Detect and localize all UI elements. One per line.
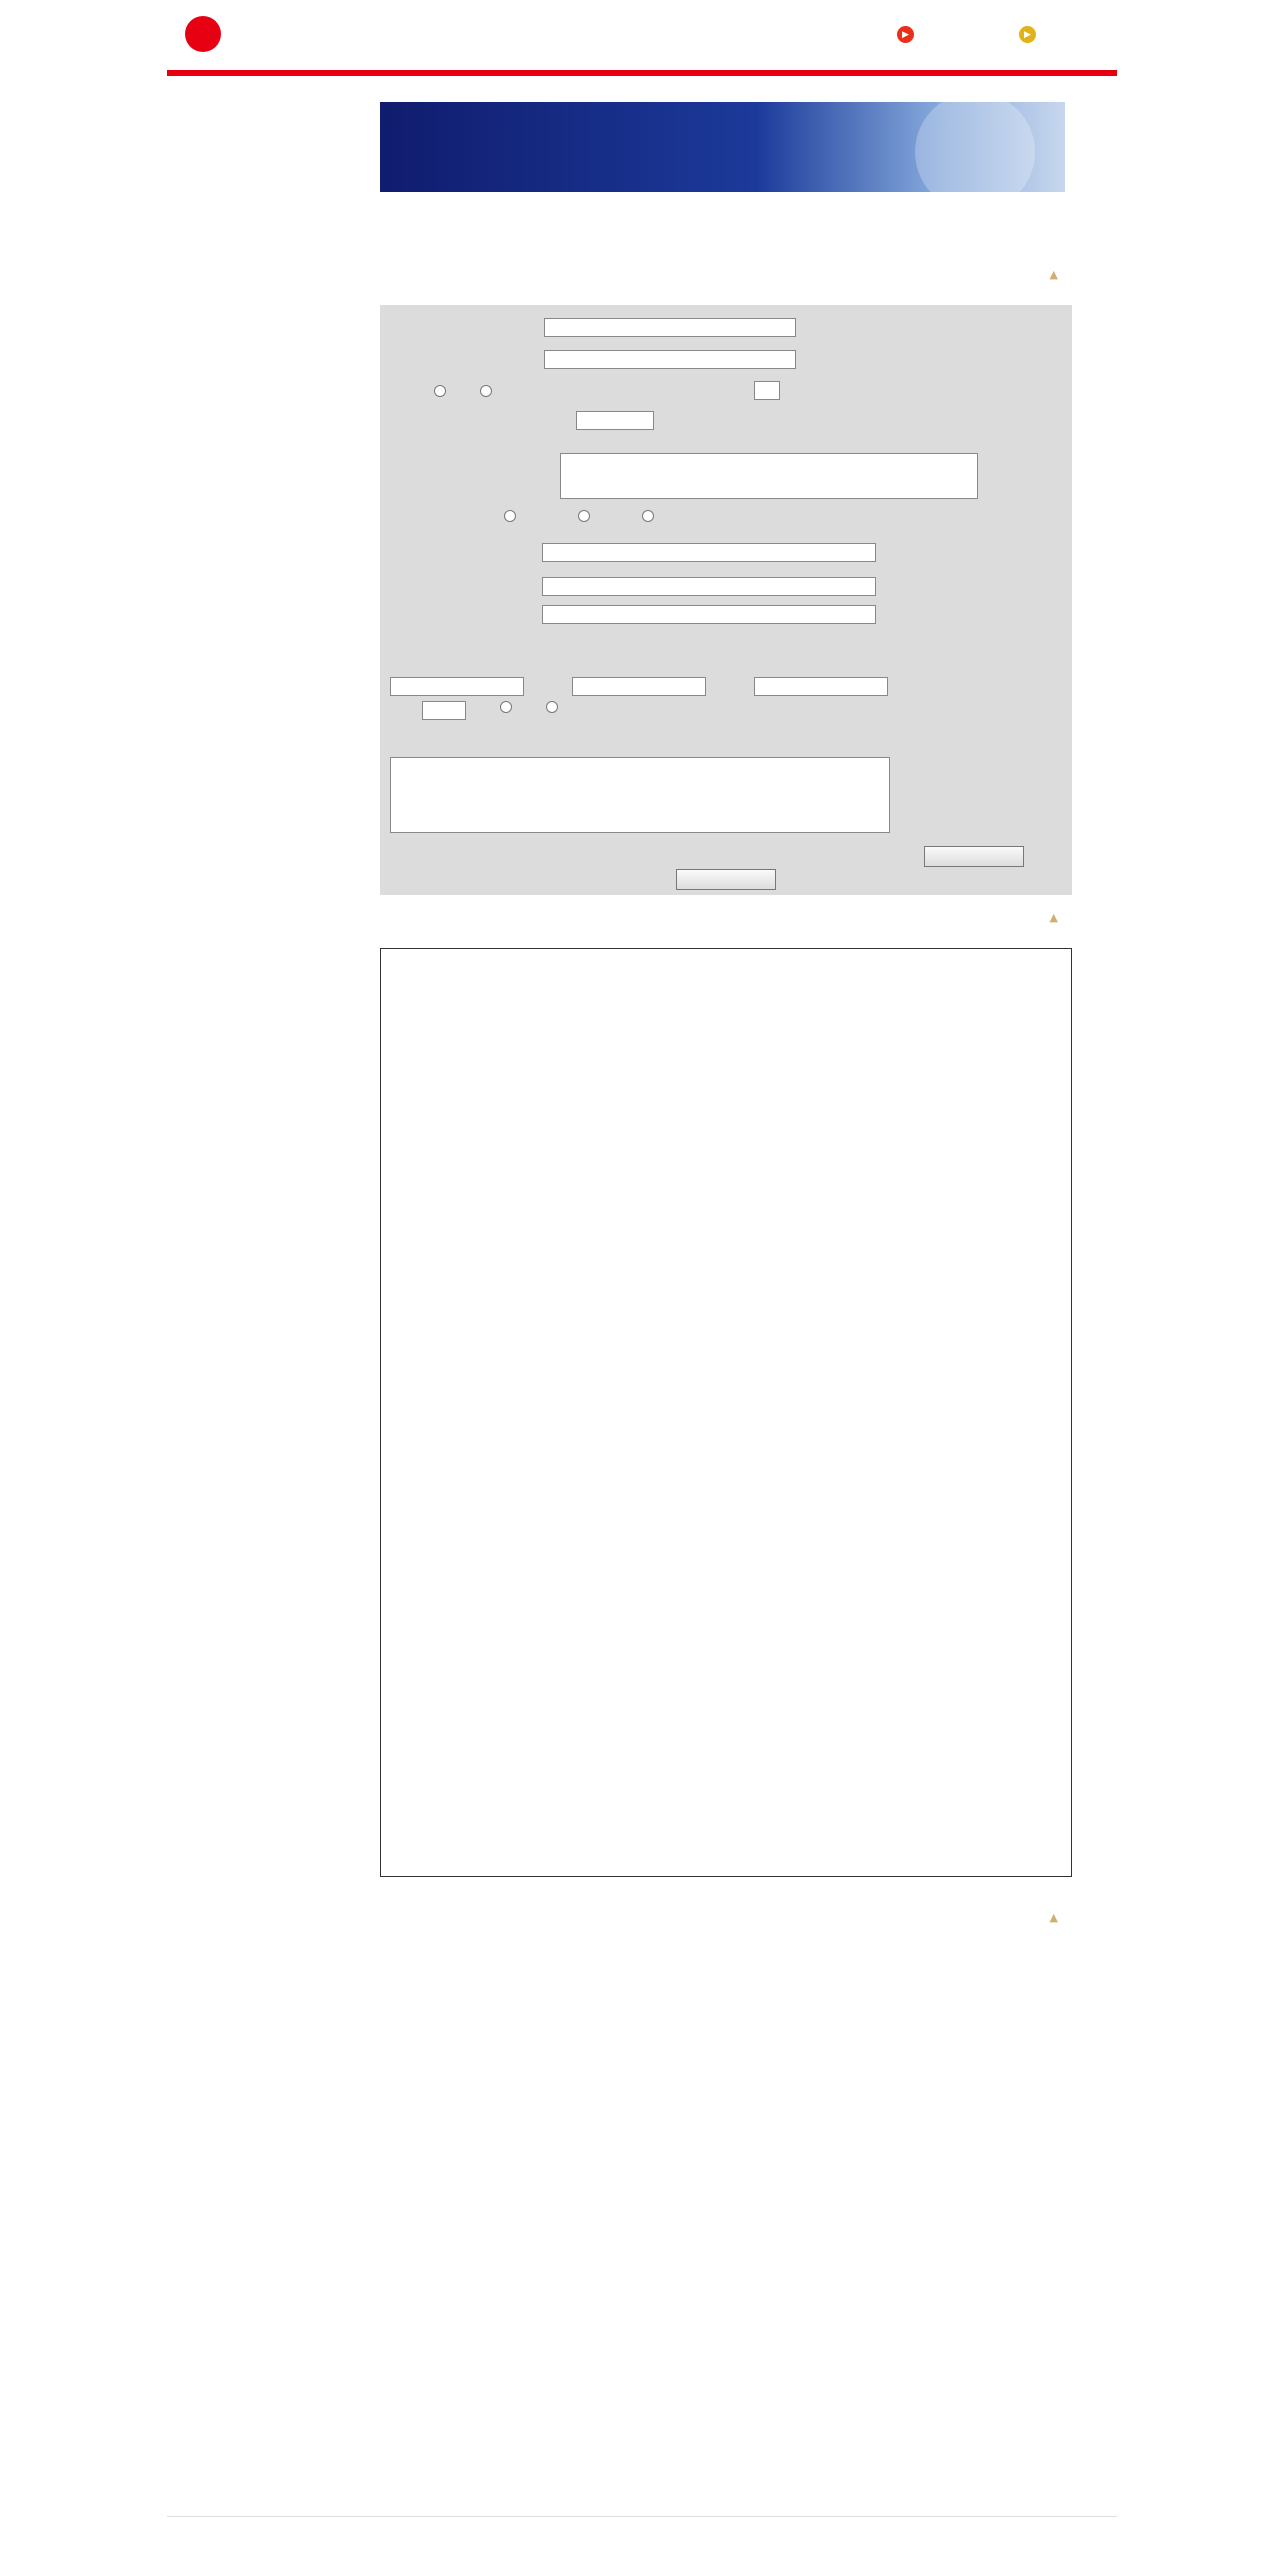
privacy-policy-box: [380, 948, 1072, 1877]
reply-email-radio[interactable]: [504, 508, 518, 524]
radio-icon: [642, 510, 654, 522]
page-top-link[interactable]: [380, 268, 1058, 281]
tel-input[interactable]: [542, 577, 876, 596]
header-divider: [167, 70, 1117, 76]
gender-female-radio[interactable]: [480, 383, 494, 399]
radio-icon: [578, 510, 590, 522]
confirm-button[interactable]: [924, 846, 1024, 867]
clear-button[interactable]: [676, 869, 776, 890]
age-input[interactable]: [754, 381, 780, 400]
fax-input[interactable]: [542, 605, 876, 624]
lang-japanese-link[interactable]: [897, 26, 920, 43]
comment-textarea[interactable]: [390, 757, 890, 833]
radio-icon: [500, 701, 512, 713]
reply-fax-radio[interactable]: [642, 508, 656, 524]
reply-tel-radio[interactable]: [578, 508, 592, 524]
radio-icon: [480, 385, 492, 397]
university-input[interactable]: [390, 677, 524, 696]
main-content: [380, 102, 1072, 1924]
address-textarea[interactable]: [560, 453, 978, 499]
recruit-banner: [380, 102, 1065, 192]
site-header: [167, 0, 1117, 78]
radio-icon: [504, 510, 516, 522]
lang-english-link[interactable]: [1019, 26, 1042, 43]
major-input[interactable]: [754, 677, 888, 696]
radio-icon: [434, 385, 446, 397]
graduation-year-input[interactable]: [422, 701, 466, 720]
graduated-radio[interactable]: [500, 699, 514, 715]
department-input[interactable]: [572, 677, 706, 696]
banner-decoration: [915, 102, 1035, 192]
furigana-input[interactable]: [544, 318, 796, 337]
zip-input[interactable]: [576, 411, 654, 430]
company-logo[interactable]: [185, 16, 229, 52]
graduation-expected-radio[interactable]: [546, 699, 560, 715]
arrow-right-icon: ▶: [897, 26, 914, 43]
gender-male-radio[interactable]: [434, 383, 448, 399]
page-top-link[interactable]: [380, 1911, 1058, 1924]
email-input[interactable]: [542, 543, 876, 562]
radio-icon: [546, 701, 558, 713]
logo-mark-icon: [185, 16, 221, 52]
arrow-right-icon: ▶: [1019, 26, 1036, 43]
application-form: [380, 305, 1072, 895]
footer-divider: [167, 2516, 1117, 2517]
page-top-link[interactable]: [380, 911, 1058, 924]
name-input[interactable]: [544, 350, 796, 369]
